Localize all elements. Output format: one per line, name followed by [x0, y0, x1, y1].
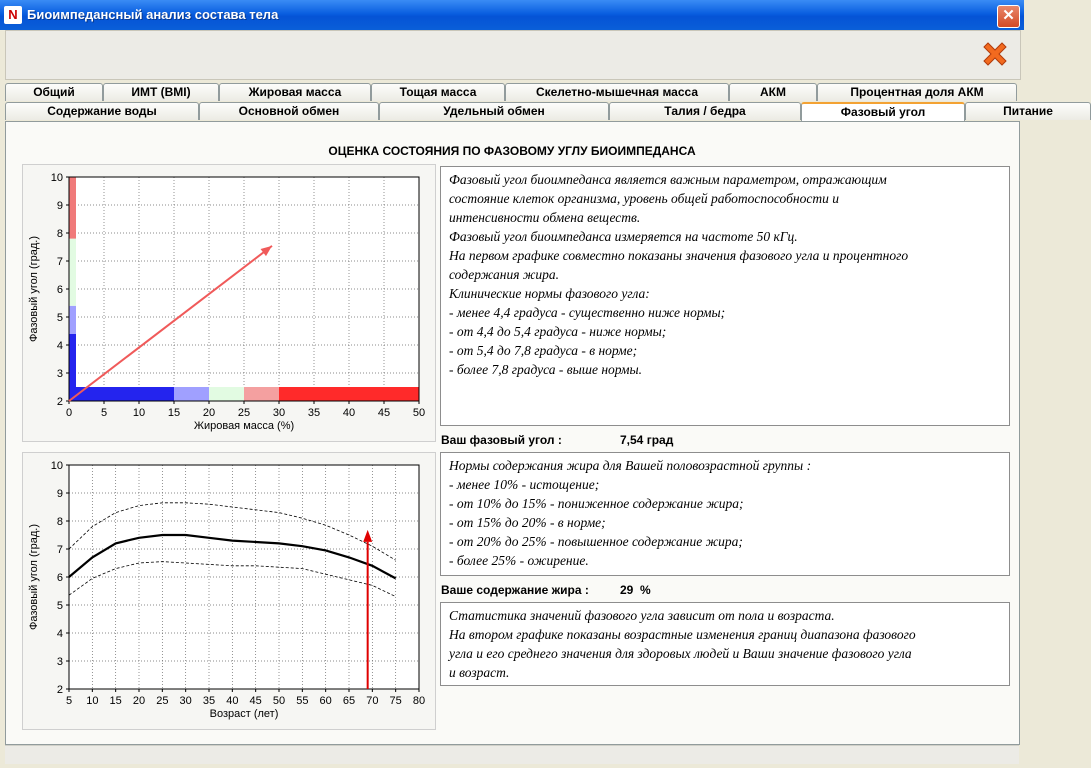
- x-tick-label: 15: [167, 407, 181, 419]
- x-tick-label: 0: [65, 407, 73, 419]
- x-tick-label: 5: [100, 407, 108, 419]
- x-tick-label: 20: [132, 695, 146, 707]
- tab-tabs_row2-5[interactable]: Питание: [965, 102, 1091, 120]
- title-bar: [0, 0, 1024, 30]
- info-text-statistics: [440, 602, 1010, 686]
- x-tick-label: 75: [389, 695, 402, 707]
- y-tick-label: 6: [56, 572, 63, 584]
- red-x-close-icon[interactable]: [980, 39, 1010, 69]
- tab-tabs_row2-3[interactable]: Талия / бедра: [609, 102, 801, 120]
- y-tick-label: 4: [56, 340, 63, 352]
- y-tick-label: 9: [56, 488, 63, 500]
- info-line: Статистика значений фазового угла зависит от пола и возраста.: [449, 608, 835, 623]
- y-zone-bar: [69, 239, 76, 306]
- x-tick-label: 50: [272, 695, 286, 707]
- app-logo-icon: N: [4, 6, 22, 24]
- info-line: - более 7,8 градуса - выше нормы.: [449, 362, 642, 377]
- x-tick-label: 35: [307, 407, 321, 419]
- y-tick-label: 6: [56, 284, 63, 296]
- y-tick-label: 9: [56, 200, 63, 212]
- phase-vs-fat-chart-svg: [23, 165, 435, 441]
- info-text-fat-norms: [440, 452, 1010, 576]
- x-tick-label: 45: [377, 407, 391, 419]
- x-zone-bar: [244, 387, 279, 401]
- y-tick-label: 10: [50, 172, 63, 184]
- x-tick-label: 70: [366, 695, 379, 707]
- info-line: - менее 10% - истощение;: [449, 477, 600, 492]
- info-line: - менее 4,4 градуса - существенно ниже нормы;: [449, 305, 726, 320]
- x-tick-label: 20: [202, 407, 216, 419]
- status-bar: [5, 745, 1019, 764]
- tab-tabs_row1-6[interactable]: Процентная доля АКМ: [817, 83, 1017, 101]
- info-line: - от 15% до 20% - в норме;: [449, 515, 606, 530]
- phase-vs-age-chart-svg: [23, 453, 435, 729]
- tab-tabs_row1-3[interactable]: Тощая масса: [371, 83, 505, 101]
- x-tick-label: 30: [179, 695, 192, 707]
- x-tick-label: 10: [132, 407, 146, 419]
- y-axis-label: Фазовый угол (град.): [28, 523, 40, 631]
- info-line: - от 10% до 15% - пониженное содержание жира;: [449, 496, 744, 511]
- window-close-button[interactable]: ✕: [997, 5, 1020, 28]
- info-line: и возраст.: [449, 665, 510, 680]
- x-axis-label: Жировая масса (%): [193, 420, 295, 432]
- y-tick-label: 4: [56, 628, 63, 640]
- x-tick-label: 50: [412, 407, 426, 419]
- tab-tabs_row2-2[interactable]: Удельный обмен: [379, 102, 609, 120]
- y-tick-label: 3: [56, 656, 63, 668]
- y-tick-label: 5: [56, 600, 63, 612]
- info-line: - от 4,4 до 5,4 градуса - ниже нормы;: [449, 324, 667, 339]
- x-tick-label: 60: [319, 695, 332, 707]
- info-line: - от 20% до 25% - повышенное содержание жира;: [449, 534, 743, 549]
- y-zone-bar: [69, 177, 76, 239]
- tab-tabs_row1-5[interactable]: АКМ: [729, 83, 817, 101]
- info-line: Нормы содержания жира для Вашей половозрастной группы :: [449, 458, 812, 473]
- chart-phase-vs-fat: [22, 164, 436, 442]
- info-line: угла и его среднего значения для здоровых людей и Ваши значение фазового угла: [449, 646, 912, 661]
- info-line: Фазовый угол биоимпеданса является важным параметром, отражающим: [449, 172, 887, 187]
- tab-tabs_row2-1[interactable]: Основной обмен: [199, 102, 379, 120]
- y-tick-label: 2: [56, 684, 63, 696]
- tab-tabs_row2-0[interactable]: Содержание воды: [5, 102, 199, 120]
- info-line: интенсивности обмена веществ.: [449, 210, 641, 225]
- y-tick-label: 10: [50, 460, 63, 472]
- y-tick-label: 8: [56, 516, 63, 528]
- info-line: - от 5,4 до 7,8 градуса - в норме;: [449, 343, 638, 358]
- x-zone-bar: [174, 387, 209, 401]
- y-tick-label: 7: [56, 544, 63, 556]
- x-zone-bar: [209, 387, 244, 401]
- y-zone-bar: [69, 306, 76, 334]
- x-tick-label: 40: [342, 407, 356, 419]
- page-title: ОЦЕНКА СОСТОЯНИЯ ПО ФАЗОВОМУ УГЛУ БИОИМПЕДАНСА: [328, 144, 696, 158]
- toolbar: [5, 30, 1021, 80]
- info-line: содержания жира.: [449, 267, 560, 282]
- window-title: Биоимпедансный анализ состава тела: [27, 7, 279, 22]
- x-tick-label: 55: [296, 695, 309, 707]
- x-axis-label: Возраст (лет): [209, 708, 279, 720]
- info-line: состояние клеток организма, уровень общей работоспособности и: [449, 191, 839, 206]
- x-tick-label: 10: [86, 695, 99, 707]
- info-line: Фазовый угол биоимпеданса измеряется на частоте 50 кГц.: [449, 229, 798, 244]
- info-line: - более 25% - ожирение.: [449, 553, 589, 568]
- info-text-phase-angle: [440, 166, 1010, 426]
- x-tick-label: 15: [109, 695, 122, 707]
- info-line: На первом графике совместно показаны значения фазового угла и процентного: [449, 248, 909, 263]
- fat-content-label: Ваше содержание жира :: [441, 583, 589, 597]
- y-tick-label: 3: [56, 368, 63, 380]
- phase-angle-value: 7,54 град: [620, 433, 674, 447]
- x-tick-label: 80: [412, 695, 426, 707]
- info-line: Клинические нормы фазового угла:: [449, 286, 650, 301]
- y-tick-label: 2: [56, 396, 63, 408]
- y-tick-label: 7: [56, 256, 63, 268]
- info-line: На втором графике показаны возрастные изменения границ диапазона фазового: [449, 627, 916, 642]
- y-tick-label: 8: [56, 228, 63, 240]
- x-zone-bar: [279, 387, 419, 401]
- fat-content-value: 29 %: [620, 583, 651, 597]
- chart-phase-vs-age: [22, 452, 436, 730]
- tab-tabs_row2-4[interactable]: Фазовый угол: [801, 102, 965, 122]
- x-tick-label: 5: [65, 695, 73, 707]
- x-tick-label: 45: [249, 695, 262, 707]
- tab-tabs_row1-4[interactable]: Скелетно-мышечная масса: [505, 83, 729, 101]
- x-tick-label: 25: [156, 695, 169, 707]
- y-tick-label: 5: [56, 312, 63, 324]
- tab-tabs_row1-1[interactable]: ИМТ (BMI): [103, 83, 219, 101]
- x-tick-label: 25: [237, 407, 251, 419]
- tab-tabs_row1-0[interactable]: Общий: [5, 83, 103, 101]
- phase-angle-label: Ваш фазовый угол :: [441, 433, 562, 447]
- x-tick-label: 30: [272, 407, 286, 419]
- tab-tabs_row1-2[interactable]: Жировая масса: [219, 83, 371, 101]
- x-tick-label: 40: [226, 695, 239, 707]
- y-axis-label: Фазовый угол (град.): [28, 235, 40, 343]
- x-tick-label: 35: [202, 695, 216, 707]
- x-tick-label: 65: [342, 695, 356, 707]
